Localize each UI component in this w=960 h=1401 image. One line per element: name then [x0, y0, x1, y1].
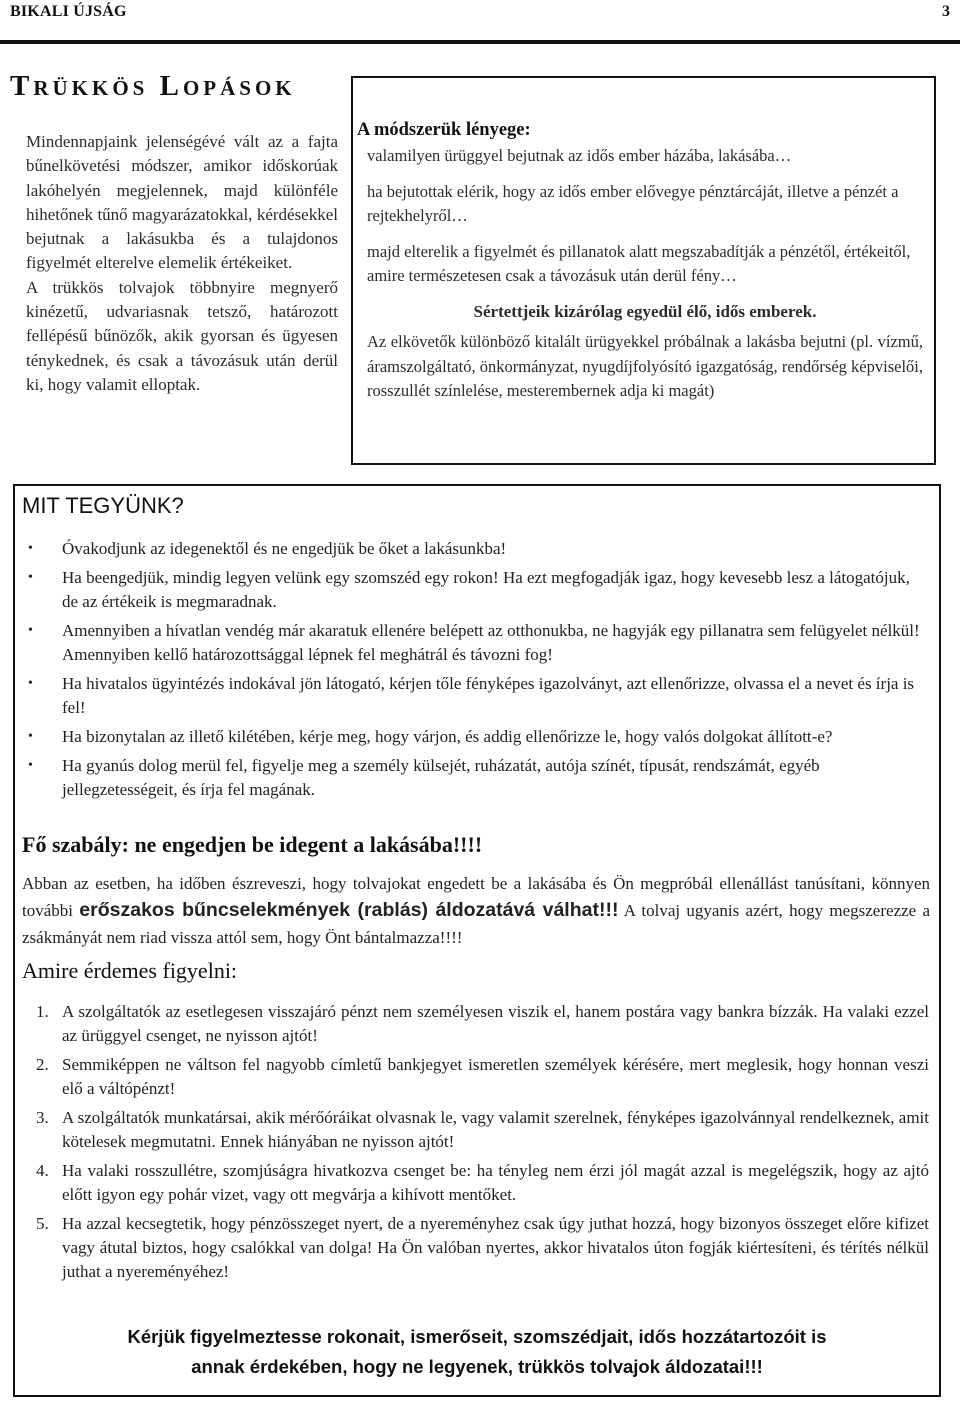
- warning-emphasis: erőszakos bűncselekmények (rablás) áldozatává válhat!!!: [79, 899, 619, 921]
- warning-text-2: A tolvaj ugyanis azért, hogy megszerezze a zsákmányát nem riad vissza attól sem, hogy Önt bántalmazza!!!!: [22, 901, 930, 947]
- tip-number: 1.: [36, 1002, 49, 1021]
- advice-item: [24, 754, 929, 802]
- intro-column: [26, 130, 338, 397]
- tip-item: [24, 1000, 929, 1048]
- method-box: [351, 76, 936, 465]
- tip-item: [24, 1159, 929, 1207]
- tip-text: Semmiképpen ne váltson fel nagyobb címletű bankjegyet ismeretlen személyek kérésére, mert meglesik, hogy honnan veszi elő a váltópénzt!: [62, 1055, 929, 1098]
- publication-name: BIKALI ÚJSÁG: [10, 3, 127, 20]
- advice-item: [24, 725, 929, 749]
- advice-text: Ha beengedjük, mindig legyen velünk egy szomszéd egy rokon! Ha ezt megfogadják igaz, hogy kevesebb lesz a látogatójuk, de az értékeik is megmaradnak.: [62, 568, 910, 611]
- advice-text: Óvakodjunk az idegenektől és ne engedjük be őket a lakásunkba!: [62, 539, 507, 558]
- intro-paragraph-1: Mindennapjaink jelenségévé vált az a fajta bűnelkövetési módszer, amikor időskorúak lakóhelyén megjelennek, majd különféle hihetőnek tűnő magyarázatokkal, kérdésekkel bejutnak a lakásukba és a tulajdonos figyelmét elterelve elemelik értékeiket.: [26, 132, 338, 273]
- header-rule: [0, 40, 960, 44]
- warning-text-1: Abban az esetben, ha időben észreveszi, hogy tolvajokat engedett be a lakásába és Ön megpróbál ellenállást tanúsítani, könnyen további: [22, 874, 930, 920]
- running-head: [0, 0, 960, 40]
- advice-text: Ha hivatalos ügyintézés indokával jön látogató, kérjen tőle fényképes igazolványt, azt ellenőrizze, olvassa el a nevet és írja is fel!: [62, 674, 915, 717]
- bullet-icon: •: [28, 541, 33, 556]
- tip-number: 5.: [36, 1214, 49, 1233]
- title-word-1: RÜKKÖS: [33, 76, 149, 100]
- footer-line-2: annak érdekében, hogy ne legyenek, trükkös tolvajok áldozatai!!!: [191, 1356, 763, 1377]
- tip-number: 2.: [36, 1055, 49, 1074]
- method-body: [367, 144, 923, 415]
- method-pretexts: Az elkövetők különböző kitalált ürügyekkel próbálnak a lakásba bejutni (pl. vízmű, áramszolgáltató, önkormányzat, nyugdíjfolyósító igazgatóság, rendőrség képviselői, rosszullét színlelése, mesterembernek adja ki magát): [367, 332, 923, 400]
- bullet-icon: •: [28, 729, 33, 744]
- method-heading: A módszerük lényege:: [357, 120, 531, 140]
- warning-paragraph: [22, 870, 930, 951]
- bullet-icon: •: [28, 570, 33, 585]
- tips-list: [24, 1000, 929, 1289]
- article-title: [10, 70, 296, 103]
- advice-item: [24, 619, 929, 667]
- footer-appeal: [22, 1322, 932, 1382]
- what-to-do-title: MIT TEGYÜNK?: [22, 493, 184, 518]
- advice-item: [24, 566, 929, 614]
- attention-title: Amire érdemes figyelni:: [22, 958, 238, 983]
- method-step-3: majd elterelik a figyelmét és pillanatok alatt megszabadítják a pénzétől, értékeitől, amire természetesen csak a távozásuk után derül fény…: [367, 241, 911, 285]
- tip-item: [24, 1212, 929, 1284]
- bullet-icon: •: [28, 676, 33, 691]
- bullet-icon: •: [28, 623, 33, 638]
- page-number: 3: [942, 3, 950, 20]
- advice-text: Ha bizonytalan az illető kilétében, kérje meg, hogy várjon, és addig ellenőrizze le, hogy valós dolgokat állított-e?: [62, 727, 833, 746]
- tip-item: [24, 1053, 929, 1101]
- title-initial-t: T: [10, 70, 34, 102]
- footer-line-1: Kérjük figyelmeztesse rokonait, ismerőseit, szomszédjait, idős hozzátartozóit is: [127, 1326, 827, 1347]
- title-initial-l: L: [159, 70, 183, 102]
- method-step-1: valamilyen ürüggyel bejutnak az idős ember házába, lakásába…: [367, 146, 792, 165]
- advice-list: [24, 537, 929, 807]
- tip-text: Ha azzal kecsegtetik, hogy pénzösszeget nyert, de a nyereményhez csak úgy juthat hozzá, hogy bizonyos összeget előre kifizet vagy átutal biztos, hogy csalókkal van dolga! Ha Ön valóban nyertes, akkor hivatalos úton fogják kiértesíteni, és térítés nélkül juthat a nyereményéhez!: [62, 1214, 929, 1281]
- bullet-icon: •: [28, 758, 33, 773]
- intro-paragraph-2: A trükkös tolvajok többnyire megnyerő kinézetű, udvariasnak tetsző, határozott fellépésű bűnözők, akik gyorsan és ügyesen ténykednek, és csak a távozásuk után derül ki, hogy valamit elloptak.: [26, 277, 338, 394]
- advice-text: Amennyiben a hívatlan vendég már akaratuk ellenére belépett az otthonukba, ne hagyják egy pillanatra sem felügyelet nélkül! Amennyiben kellő határozottsággal lépnek fel meghátrál és távozni fog!: [62, 621, 920, 664]
- advice-item: [24, 672, 929, 720]
- method-victims: Sértettjeik kizárólag egyedül élő, idős emberek.: [473, 301, 817, 321]
- advice-text: Ha gyanús dolog merül fel, figyelje meg a személy külsejét, ruházatát, autója színét, típusát, rendszámát, egyéb jellegzetességeit, és írja fel magának.: [62, 756, 820, 799]
- main-rule: Fő szabály: ne engedjen be idegent a lakásába!!!!: [22, 832, 483, 857]
- tip-number: 4.: [36, 1161, 49, 1180]
- tip-text: A szolgáltatók munkatársai, akik mérőóráikat olvasnak le, vagy valamit szerelnek, fényképes igazolvánnyal rendelkeznek, amit kötelesek megmutatni. Ennek hiányában ne nyisson ajtót!: [62, 1108, 929, 1151]
- method-step-2: ha bejutottak elérik, hogy az idős ember elővegye pénztárcáját, illetve a pénzét a rejtekhelyről…: [367, 181, 899, 225]
- advice-item: [24, 537, 929, 561]
- tip-number: 3.: [36, 1108, 49, 1127]
- tip-item: [24, 1106, 929, 1154]
- tip-text: Ha valaki rosszullétre, szomjúságra hivatkozva csenget be: ha tényleg nem érzi jól magát azzal is megelégszik, hogy az ajtó előtt igyon egy pohár vizet, vagy ott megvárja a kihívott mentőket.: [62, 1161, 929, 1204]
- title-word-2: OPÁSOK: [182, 76, 296, 100]
- tip-text: A szolgáltatók az esetlegesen visszajáró pénzt nem személyesen viszik el, hanem postára vagy bankra bízzák. Ha valaki ezzel az ürüggyel csenget, ne nyisson ajtót!: [62, 1002, 929, 1045]
